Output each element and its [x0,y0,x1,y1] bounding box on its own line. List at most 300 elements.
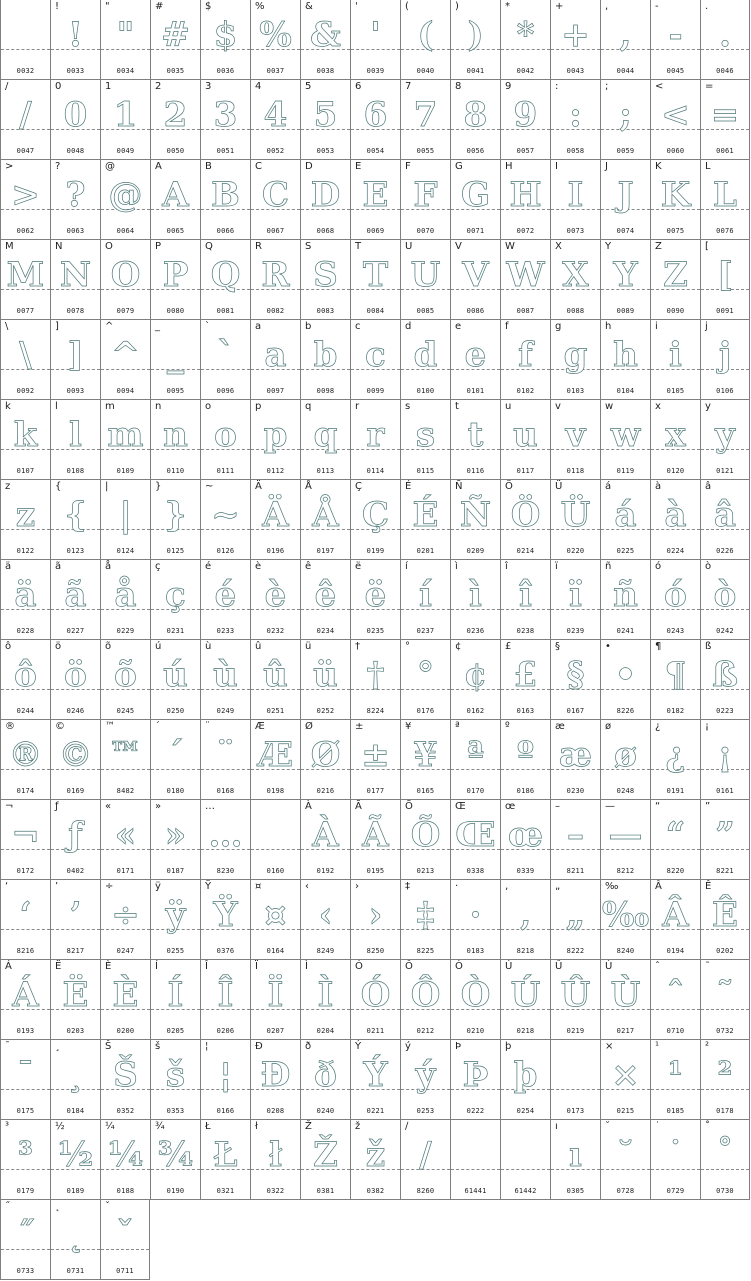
glyph-cell [550,160,600,240]
glyph-code: 0109 [116,467,135,475]
glyph-sample: ˚ [716,1135,734,1175]
glyph-cell [700,720,750,800]
glyph-cell [500,1120,550,1200]
glyph-code: 0239 [566,627,585,635]
glyph-code: 0222 [466,1107,485,1115]
glyph-code: 0376 [216,947,235,955]
glyph-char-label: £ [505,641,512,652]
glyph-sample: Í [167,975,184,1015]
glyph-code: 0074 [616,227,635,235]
glyph-cell [350,400,400,480]
glyph-sample: ' [370,15,381,55]
glyph-code: 0090 [666,307,685,315]
glyph-sample: I [567,175,584,215]
glyph-sample: = [710,95,740,135]
glyph-code: 0194 [666,947,685,955]
glyph-code: 0202 [716,947,734,955]
glyph-cell [100,80,150,160]
glyph-cell [200,480,250,560]
glyph-sample: £ [513,655,538,695]
glyph-code: 0056 [466,147,485,155]
glyph-sample: L [713,175,737,215]
glyph-sample: ð [314,1055,337,1095]
glyph-code: 0059 [616,147,635,155]
glyph-cell [150,320,200,400]
glyph-char-label: Ø [305,721,313,732]
glyph-code: 0049 [116,147,135,155]
glyph-sample: ž [365,1135,386,1175]
glyph-sample: ˜ [716,975,734,1015]
glyph-cell [100,1120,150,1200]
glyph-cell [650,240,700,320]
glyph-cell [300,400,350,480]
glyph-code: 0122 [16,547,35,555]
glyph-code: 0076 [716,227,734,235]
glyph-sample: + [561,15,590,55]
glyph-char-label: ` [205,321,210,332]
glyph-code: 0121 [716,467,734,475]
glyph-sample: ½ [57,1135,94,1175]
glyph-sample: S [313,255,338,295]
glyph-char-label: f [505,321,509,332]
glyph-sample [1,12,50,58]
glyph-char-label: 2 [155,81,162,92]
glyph-char-label: > [5,161,14,172]
glyph-char-label: ë [355,561,362,572]
glyph-sample: * [516,15,535,55]
glyph-cell [600,640,650,720]
glyph-char-label: 6 [355,81,362,92]
glyph-code: 0165 [416,787,435,795]
glyph-cell [300,640,350,720]
glyph-code: 0118 [566,467,585,475]
glyph-sample: W [506,255,545,295]
glyph-cell [150,720,200,800]
glyph-char-label: å [105,561,112,572]
glyph-char-label: ´ [155,721,160,732]
glyph-char-label: Á [5,961,12,972]
glyph-cell [350,720,400,800]
glyph-char-label: — [605,801,615,812]
glyph-char-label: ™ [105,721,115,732]
glyph-code: 0052 [266,147,285,155]
glyph-sample: E [362,175,389,215]
glyph-sample: ł [268,1135,283,1175]
glyph-sample: P [162,255,189,295]
glyph-code: 0237 [416,627,435,635]
glyph-sample: ê [314,575,337,615]
glyph-cell [250,560,300,640]
glyph-cell [50,160,100,240]
glyph-char-label: ü [305,641,312,652]
glyph-code: 0085 [416,307,435,315]
glyph-cell [350,160,400,240]
glyph-sample: ¿ [665,735,686,775]
glyph-sample: ª [467,735,484,775]
glyph-sample: ÿ [165,895,186,935]
glyph-char-label: Û [555,961,563,972]
glyph-char-label: Ý [355,1041,362,1052]
glyph-char-label: m [105,401,115,412]
glyph-char-label: í [405,561,408,572]
glyph-code: 0093 [66,387,85,395]
glyph-cell [400,1040,450,1120]
glyph-cell [0,640,50,720]
glyph-cell [350,80,400,160]
glyph-code: 0047 [16,147,35,155]
glyph-code: 0170 [466,787,485,795]
glyph-sample: · [469,895,482,935]
glyph-cell [700,320,750,400]
glyph-cell [150,560,200,640]
glyph-cell [250,160,300,240]
glyph-code: 0226 [716,547,734,555]
glyph-cell [550,400,600,480]
glyph-cell [700,1120,750,1200]
glyph-sample: c [365,335,386,375]
glyph-sample: § [566,655,585,695]
glyph-char-label: 0 [55,81,62,92]
glyph-sample: Y [613,255,638,295]
glyph-cell [600,160,650,240]
glyph-sample: " [116,15,135,55]
glyph-char-label: D [305,161,313,172]
glyph-code: 0080 [166,307,185,315]
glyph-cell [550,640,600,720]
glyph-char-label: Ì [305,961,308,972]
glyph-code: 0252 [316,707,335,715]
glyph-sample: ý [415,1055,436,1095]
glyph-cell [700,800,750,880]
glyph-cell [0,800,50,880]
glyph-cell [450,400,500,480]
glyph-code: 0078 [66,307,85,315]
glyph-sample: w [610,415,641,455]
glyph-cell [600,240,650,320]
glyph-cell [300,320,350,400]
glyph-char-label: ˙ [655,1121,660,1132]
glyph-code: 0032 [16,67,35,75]
glyph-char-label: Ô [405,961,413,972]
glyph-char-label: › [355,881,359,892]
glyph-sample: 8 [463,95,488,135]
glyph-char-label: ¥ [405,721,412,732]
glyph-sample: à [664,495,687,535]
glyph-code: 0249 [216,707,235,715]
glyph-code: 0182 [666,707,685,715]
glyph-sample: O [110,255,141,295]
glyph-code: 8222 [566,947,585,955]
glyph-sample: ; [619,95,632,135]
glyph-char-label: ± [355,721,364,732]
glyph-cell [400,240,450,320]
glyph-cell [0,0,50,80]
glyph-char-label: Ÿ [205,881,212,892]
glyph-sample: | [119,495,132,535]
glyph-char-label: 7 [405,81,412,92]
glyph-char-label: + [555,1,564,12]
glyph-char-label: a [255,321,262,332]
glyph-cell [550,720,600,800]
glyph-code: 0211 [366,1027,385,1035]
glyph-code: 0119 [616,467,635,475]
glyph-char-label: ‡ [405,881,410,892]
glyph-char-label: A [155,161,162,172]
glyph-sample: b [313,335,338,375]
glyph-char-label: ' [355,1,358,12]
glyph-code: 0061 [716,147,734,155]
glyph-code: 8240 [616,947,635,955]
glyph-cell [0,1040,50,1120]
glyph-code: 0048 [66,147,85,155]
glyph-char-label: 5 [305,81,312,92]
glyph-cell [600,0,650,80]
glyph-cell [250,240,300,320]
glyph-sample: ) [467,15,484,55]
glyph-char-label: À [305,801,312,812]
glyph-sample: ± [361,735,390,775]
glyph-sample: o [214,415,237,455]
glyph-sample: { [64,495,87,535]
glyph-code: 0113 [316,467,335,475]
glyph-char-label: ‘ [5,881,9,892]
glyph-char-label: j [705,321,708,332]
glyph-cell [0,160,50,240]
glyph-cell [50,800,100,880]
glyph-cell [400,880,450,960]
glyph-sample: ™ [108,735,143,775]
glyph-char-label: n [155,401,162,412]
glyph-sample: 1 [113,95,138,135]
glyph-char-label: $ [205,1,212,12]
glyph-char-label: Ò [455,961,463,972]
glyph-char-label: „ [555,881,561,892]
glyph-sample: d [413,335,438,375]
glyph-code: 0038 [316,67,335,75]
glyph-sample: ¼ [107,1135,144,1175]
glyph-code: 8482 [116,787,135,795]
glyph-code: 0035 [166,67,185,75]
glyph-sample: k [13,415,38,455]
glyph-sample: ¤ [264,895,287,935]
glyph-sample: g [563,335,588,375]
glyph-cell [550,1040,600,1120]
glyph-char-label: ã [55,561,62,572]
glyph-char-label: º [505,721,510,732]
glyph-char-label: à [655,481,662,492]
glyph-code: 0084 [366,307,385,315]
glyph-char-label: õ [105,641,112,652]
glyph-char-label: ® [5,721,15,732]
glyph-cell [450,800,500,880]
glyph-code: 0126 [216,547,235,555]
glyph-code: 0187 [166,867,185,875]
glyph-sample: t [467,415,484,455]
glyph-char-label: ÿ [155,881,161,892]
glyph-code: 0193 [16,1027,35,1035]
glyph-cell [50,1040,100,1120]
glyph-char-label: z [5,481,11,492]
glyph-char-label: ¦ [205,1041,209,1052]
glyph-code: 0046 [716,67,734,75]
glyph-char-label: R [255,241,262,252]
glyph-cell [200,320,250,400]
glyph-code: 0305 [566,1187,585,1195]
glyph-code: 0233 [216,627,235,635]
glyph-code: 0097 [266,387,285,395]
glyph-char-label: C [255,161,262,172]
glyph-code: 0075 [666,227,685,235]
glyph-sample: ˙ [667,1135,684,1175]
glyph-code: 0083 [316,307,335,315]
glyph-cell [650,800,700,880]
glyph-sample: # [161,15,190,55]
glyph-code: 0230 [566,787,585,795]
glyph-code: 0196 [266,547,285,555]
glyph-sample: × [611,1055,640,1095]
glyph-sample: R [261,255,290,295]
glyph-char-label: ¸ [55,1041,60,1052]
glyph-char-label: – [555,801,560,812]
glyph-code: 0242 [716,627,734,635]
glyph-sample: ¸ [67,1055,84,1095]
glyph-cell [550,320,600,400]
glyph-code: 0079 [116,307,135,315]
glyph-sample: f [518,335,533,375]
glyph-cell [150,0,200,80]
glyph-sample: Ñ [459,495,492,535]
glyph-char-label: e [455,321,462,332]
glyph-code: 0381 [316,1187,335,1195]
glyph-code: 8226 [616,707,635,715]
glyph-char-label: : [555,81,559,92]
glyph-code: 0123 [66,547,85,555]
glyph-sample: ‡ [416,895,435,935]
glyph-cell [50,0,100,80]
glyph-cell [200,0,250,80]
glyph-char-label: ê [305,561,312,572]
glyph-sample: Û [560,975,591,1015]
glyph-char-label: ½ [55,1121,65,1132]
glyph-code: 0241 [616,627,635,635]
glyph-cell [500,320,550,400]
glyph-code: 0246 [66,707,85,715]
glyph-cell [0,560,50,640]
glyph-code: 0058 [566,147,585,155]
glyph-char-label: Ë [55,961,62,972]
glyph-code: 0043 [566,67,585,75]
glyph-sample: É [412,495,439,535]
glyph-sample: â [713,495,737,535]
glyph-cell [600,720,650,800]
glyph-code: 0185 [666,1107,685,1115]
glyph-sample: ° [417,655,434,695]
glyph-cell [400,800,450,880]
glyph-code: 0235 [366,627,385,635]
glyph-sample: Â [662,895,689,935]
glyph-char-label: ˇ [105,1201,110,1212]
glyph-char-label: Ð [255,1041,263,1052]
glyph-char-label: @ [105,161,115,172]
glyph-char-label: t [455,401,459,412]
glyph-cell [0,880,50,960]
glyph-code: 0210 [466,1027,485,1035]
glyph-code: 0179 [16,1187,35,1195]
glyph-sample: & [310,15,341,55]
glyph-char-label: S [305,241,312,252]
glyph-sample: « [114,815,137,855]
glyph-char-label: E [355,161,362,172]
glyph-sample: U [410,255,441,295]
glyph-sample: ú [163,655,188,695]
glyph-code: 0069 [366,227,385,235]
glyph-char-label: { [55,481,62,492]
glyph-sample: ÷ [111,895,140,935]
glyph-char-label: ] [55,321,59,332]
glyph-sample: B [211,175,240,215]
glyph-sample: © [58,735,93,775]
glyph-char-label: ł [255,1121,258,1132]
glyph-char-label: ³ [5,1121,10,1132]
glyph-sample: Ÿ [213,895,238,935]
glyph-char-label: 3 [205,81,212,92]
glyph-sample: Æ [257,735,294,775]
glyph-cell [500,560,550,640]
glyph-char-label: ì [455,561,458,572]
glyph-char-label: ó [655,561,662,572]
glyph-cell [400,1120,450,1200]
glyph-code: 0101 [466,387,485,395]
glyph-char-label: ¬ [5,801,14,812]
glyph-char-label: , [605,1,609,12]
glyph-char-label: ˚ [705,1121,710,1132]
glyph-sample: ¡ [717,735,733,775]
glyph-char-label: M [5,241,14,252]
glyph-cell [250,480,300,560]
glyph-sample: Ü [560,495,591,535]
glyph-cell [550,800,600,880]
glyph-code: 0050 [166,147,185,155]
glyph-cell [300,80,350,160]
glyph-cell [650,880,700,960]
glyph-code: 0110 [166,467,185,475]
glyph-char-label: ˜ [705,961,710,972]
glyph-code: 8230 [216,867,235,875]
glyph-cell [600,1040,650,1120]
glyph-code: 0382 [366,1187,385,1195]
glyph-cell [150,1040,200,1120]
glyph-code: 0111 [216,467,235,475]
glyph-char-label: ? [55,161,61,172]
glyph-char-label: Ù [605,961,613,972]
glyph-sample: › [368,895,383,935]
glyph-code: 0173 [566,1107,585,1115]
glyph-sample: H [509,175,542,215]
glyph-sample: î [519,575,532,615]
glyph-char-label: < [655,81,664,92]
glyph-sample: þ [513,1055,538,1095]
glyph-code: 0251 [266,707,285,715]
glyph-sample: \ [19,335,32,375]
glyph-sample: l [69,415,82,455]
glyph-sample: z [15,495,36,535]
glyph-cell [50,720,100,800]
glyph-cell [700,560,750,640]
glyph-code: 0184 [66,1107,85,1115]
glyph-char-label: Ñ [455,481,463,492]
glyph-char-label: l [55,401,58,412]
glyph-cell [200,960,250,1040]
